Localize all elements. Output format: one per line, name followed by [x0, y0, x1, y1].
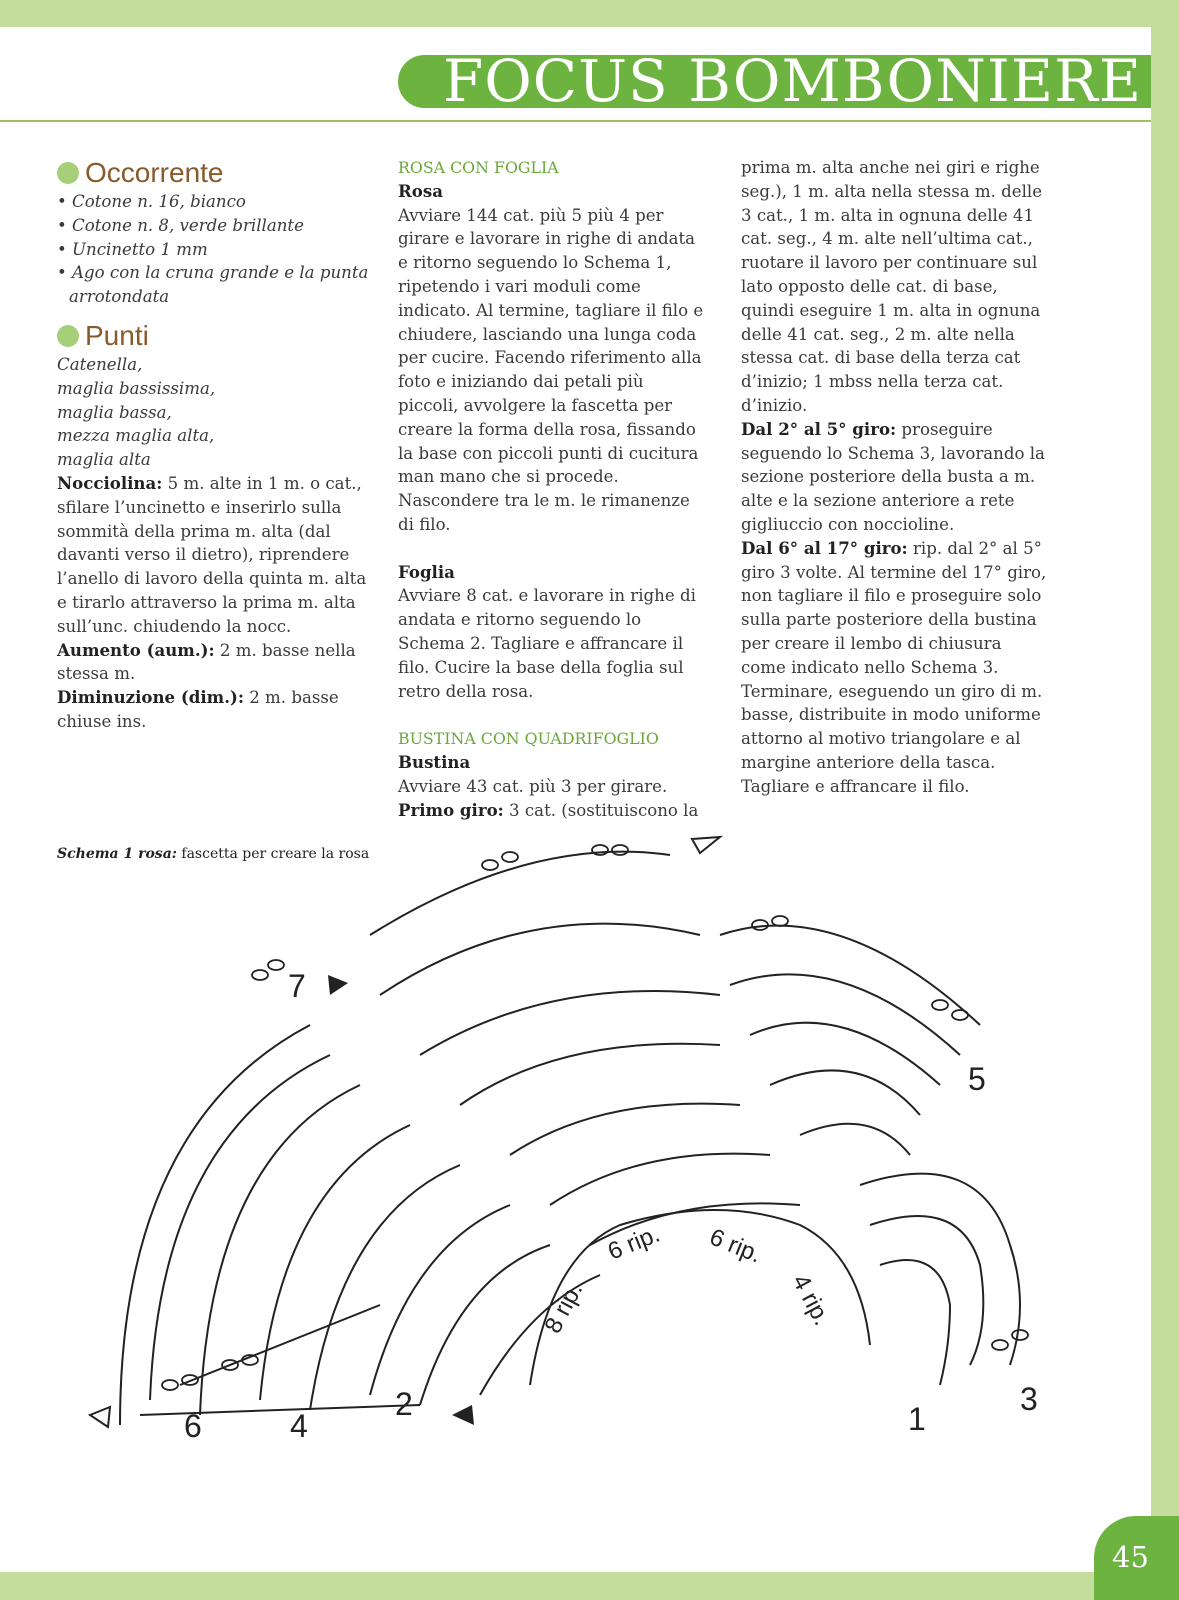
row-number: 7: [288, 968, 306, 1004]
diagram-caption: Schema 1 rosa: fascetta per creare la rosa: [57, 846, 370, 862]
row-number: 1: [908, 1401, 926, 1437]
row-arc: [460, 1044, 720, 1105]
stitch-item: maglia bassissima,: [57, 378, 216, 398]
row-arc: [770, 1070, 920, 1115]
chain-stitch-icon: [482, 860, 498, 870]
chain-stitch-icon: [252, 970, 268, 980]
row-arc: [370, 1205, 510, 1395]
stitch-item: mezza maglia alta,: [57, 426, 215, 446]
row-arc: [870, 1216, 983, 1365]
end-arrow-icon: [90, 1407, 110, 1427]
giro-6-17: Dal 6° al 17° giro: rip. dal 2° al 5° giro 3 volte. Al termine del 17° giro, non tagliare il filo e proseguire solo sulla parte posteriore della bustina per creare il lembo di chiusura come indicato nello Schema 3. Terminare, eseguendo un giro di m. basse, distribuite in modo uniforme attorno al motivo triangolare e al margine anteriore della tasca. Tagliare e affrancare il filo.: [741, 537, 1047, 796]
row-number: 5: [968, 1061, 986, 1097]
continued-text: prima m. alta anche nei giri e righe seg.), 1 m. alta nella stessa m. delle 3 cat., 1 m. alta in ognuna delle 41 cat. seg., 4 m. alte nell’ultima cat., ruotare il lavoro per continuare sul lato opposto delle cat. di base, quindi eseguire 1 m. alta in ognuna delle 41 cat. seg., 2 m. alte nella stessa cat. di base della terza cat d’inizio; 1 mbss nella terza cat. d’inizio.: [741, 158, 1043, 415]
diminuzione-definition: Diminuzione (dim.): 2 m. basse chiuse ins.: [57, 687, 339, 731]
repeat-label: 6 rip.: [604, 1220, 664, 1266]
repeat-label: 4 rip.: [786, 1270, 836, 1330]
occorrente-heading: Occorrente: [57, 156, 377, 190]
aumento-definition: Aumento (aum.): 2 m. basse nella stessa m.: [57, 639, 356, 684]
header-rule: [0, 120, 1151, 122]
section-title: ROSA CON FOGLIA: [398, 158, 559, 177]
giro-2-5: Dal 2° al 5° giro: proseguire seguendo lo Schema 3, lavorando la sezione posteriore della busta a m. alte e la sezione anteriore a rete gigliuccio con noccioline.: [741, 418, 1045, 534]
stitch-item: maglia bassa,: [57, 402, 172, 422]
chain-stitch-icon: [932, 1000, 948, 1010]
row-arc: [860, 1174, 1020, 1365]
rosa-text: Avviare 144 cat. più 5 più 4 per girare e lavorare in righe di andata e ritorno seguendo lo Schema 1, ripetendo i vari moduli come indicato. Al termine, tagliare il filo e chiudere, lasciando una lunga coda per cucire. Facendo riferimento alla foto e iniziando dai petali più piccoli, avvolgere la fascetta per creare la forma della rosa, fissando la base con piccoli punti di cucitura man mano che si procede. Nascondere tra le m. le rimanenze di filo.: [398, 205, 704, 534]
start-arrow-icon: [692, 837, 720, 853]
row-arc: [880, 1260, 950, 1385]
stitch-item: Catenella,: [57, 354, 143, 374]
right-border: [1151, 0, 1179, 1600]
page-title: FOCUS BOMBONIERE: [443, 47, 1143, 115]
start-arrow-icon: [328, 975, 348, 995]
primo-giro: Primo giro: 3 cat. (sostituiscono la: [398, 799, 699, 820]
row-arc: [730, 974, 960, 1055]
bustina-text: Avviare 43 cat. più 3 per girare.: [398, 776, 668, 796]
bottom-border: [0, 1572, 1179, 1600]
row-arc: [550, 1154, 770, 1205]
row-arc: [800, 1124, 910, 1155]
row-arc: [510, 1104, 740, 1155]
chain-stitch-icon: [162, 1380, 178, 1390]
chain-stitch-icon: [268, 960, 284, 970]
chain-stitch-icon: [952, 1010, 968, 1020]
page-number: 45: [1112, 1540, 1149, 1574]
bullet-dot-icon: [57, 162, 79, 184]
instructions-column-1: [398, 156, 708, 822]
row-arc: [260, 1125, 410, 1400]
row-arc: [310, 1165, 460, 1410]
nocciolina-definition: Nocciolina: 5 m. alte in 1 m. o cat., sfilare l’uncinetto e inserirlo sulla sommità della prima m. alta (dal davanti verso il dietro), riprendere l’anello di lavoro della quinta m. alta e tirarlo attraverso la prima m. alta sull’unc. chiudendo la nocc.: [57, 472, 367, 636]
list-item: • Cotone n. 16, bianco: [57, 192, 246, 211]
row-arc: [420, 991, 720, 1055]
subsection-title: Foglia: [398, 561, 455, 582]
chain-stitch-icon: [592, 845, 608, 855]
instructions-column-2: [741, 156, 1051, 799]
row-arc: [370, 852, 670, 935]
section-title: BUSTINA CON QUADRIFOGLIO: [398, 729, 659, 749]
row-number: 3: [1020, 1381, 1038, 1417]
row-arc: [200, 1085, 360, 1415]
end-arrow-icon: [452, 1405, 474, 1425]
row-number: 4: [290, 1408, 308, 1444]
crochet-diagram: [80, 825, 1080, 1465]
chain-stitch-icon: [992, 1340, 1008, 1350]
list-item: • Ago con la cruna grande e la punta arrotondata: [57, 263, 369, 307]
list-item: • Uncinetto 1 mm: [57, 239, 208, 259]
bullet-dot-icon: [57, 325, 79, 347]
chain-stitch-icon: [772, 916, 788, 926]
stitch-item: maglia alta: [57, 450, 151, 470]
foglia-text: Avviare 8 cat. e lavorare in righe di andata e ritorno seguendo lo Schema 2. Tagliare e affrancare il filo. Cucire la base della foglia sul retro della rosa.: [398, 586, 696, 701]
chain-stitch-icon: [612, 845, 628, 855]
row-arc: [150, 1055, 330, 1400]
punti-heading: Punti: [57, 319, 377, 353]
repeat-label: 8 rip.: [539, 1278, 589, 1338]
row-number: 6: [184, 1408, 202, 1444]
chain-stitch-icon: [502, 852, 518, 862]
materials-column: [57, 156, 377, 734]
row-number: 2: [395, 1386, 413, 1422]
subsection-title: Rosa: [398, 180, 443, 201]
list-item: • Cotone n. 8, verde brillante: [57, 215, 304, 235]
row-arc: [380, 924, 700, 995]
repeat-label: 6 rip.: [705, 1223, 766, 1269]
row-arc: [750, 1023, 940, 1085]
row-arc: [140, 1405, 420, 1415]
top-border: [0, 0, 1179, 27]
chain-stitch-icon: [1012, 1330, 1028, 1340]
subsection-title: Bustina: [398, 751, 471, 772]
